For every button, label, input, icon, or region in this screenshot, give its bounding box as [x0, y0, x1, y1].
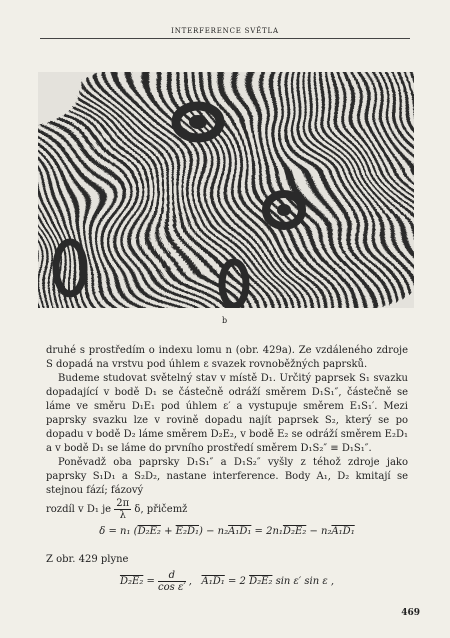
eq2-term1: D₂E₂	[119, 576, 144, 587]
eq1-plus: +	[160, 526, 176, 537]
eq1-term2: E₂D₁	[175, 526, 199, 537]
phase-suffix: δ, přičemž	[134, 504, 188, 515]
eq1-term5: A₁D₁	[331, 526, 355, 537]
body-text	[46, 344, 408, 521]
eq2-term3: D₂E₂	[249, 576, 273, 587]
equation-delta	[46, 526, 408, 537]
phase-frac-num: 2π	[116, 498, 130, 509]
phase-line	[46, 498, 408, 521]
eq1-close: ) − n₂	[199, 526, 229, 537]
eq2-term2: A₁D₁	[201, 576, 225, 587]
eq2-comma: ,	[185, 576, 192, 587]
eq1-lhs: δ = n₁ (	[99, 526, 138, 537]
phase-prefix: rozdíl v D₁ je	[46, 504, 112, 515]
paragraph-3: Poněvadž oba paprsky D₁S₁″ a D₁S₂″ vyšly z téhož zdroje jako paprsky S₁D₁ a S₂D₂, nastane interference. Body A₁, D₂ kmitají se stejnou fází; fázový	[46, 457, 408, 496]
from-line: Z obr. 429 plyne	[46, 554, 129, 565]
eq2-eq: =	[143, 576, 159, 587]
figure-label: b	[222, 316, 228, 325]
eq2-rhs: = 2	[224, 576, 250, 587]
eq2-frac-num: d	[158, 570, 186, 582]
eq2-frac-den: cos ε′	[158, 582, 186, 593]
paragraph-2: Budeme studovat světelný stav v místě D₁. Určitý paprsek S₁ svazku dopadající v bodě D₁ se částečně odráží směrem D₁S₁″, částečně se láme ve směru D₁E₁ pod úhlem ε′ a vystupuje směrem E₁S₁′. Mezi paprsky svazku lze v rovině dopadu najít paprsek S₂, který se po dopadu v bodě D₂ láme směrem D₂E₂, v bodě E₂ se odráží směrem E₂D₁ a v bodě D₁ se láme do prvního prostředí směrem D₁S₂″ ≡ D₁S₁″.	[46, 373, 408, 454]
phase-fraction	[114, 498, 131, 521]
eq1-term3: A₁D₁	[228, 526, 252, 537]
paragraph-1: druhé s prostředím o indexu lomu n (obr. 429a). Ze vzdáleného zdroje S dopadá na vrstvu pod úhlem ε svazek rovnoběžných paprsků.	[46, 345, 408, 370]
eq2-fraction	[158, 570, 186, 593]
eq1-term4: D₂E₂	[282, 526, 307, 537]
page-number: 469	[401, 608, 420, 618]
phase-frac-den: λ	[119, 510, 126, 521]
eq1-eq2: = 2n₁	[251, 526, 283, 537]
eq2-tail: sin ε′ sin ε ,	[272, 576, 335, 587]
running-header: INTERFERENCE SVĚTLA	[40, 27, 410, 39]
eq1-minus: − n₂	[306, 526, 332, 537]
eq1-term1: D₂E₂	[137, 526, 161, 537]
fringe-pattern-image	[38, 72, 414, 308]
interference-photo	[38, 72, 414, 308]
equation-geometry	[46, 570, 408, 593]
